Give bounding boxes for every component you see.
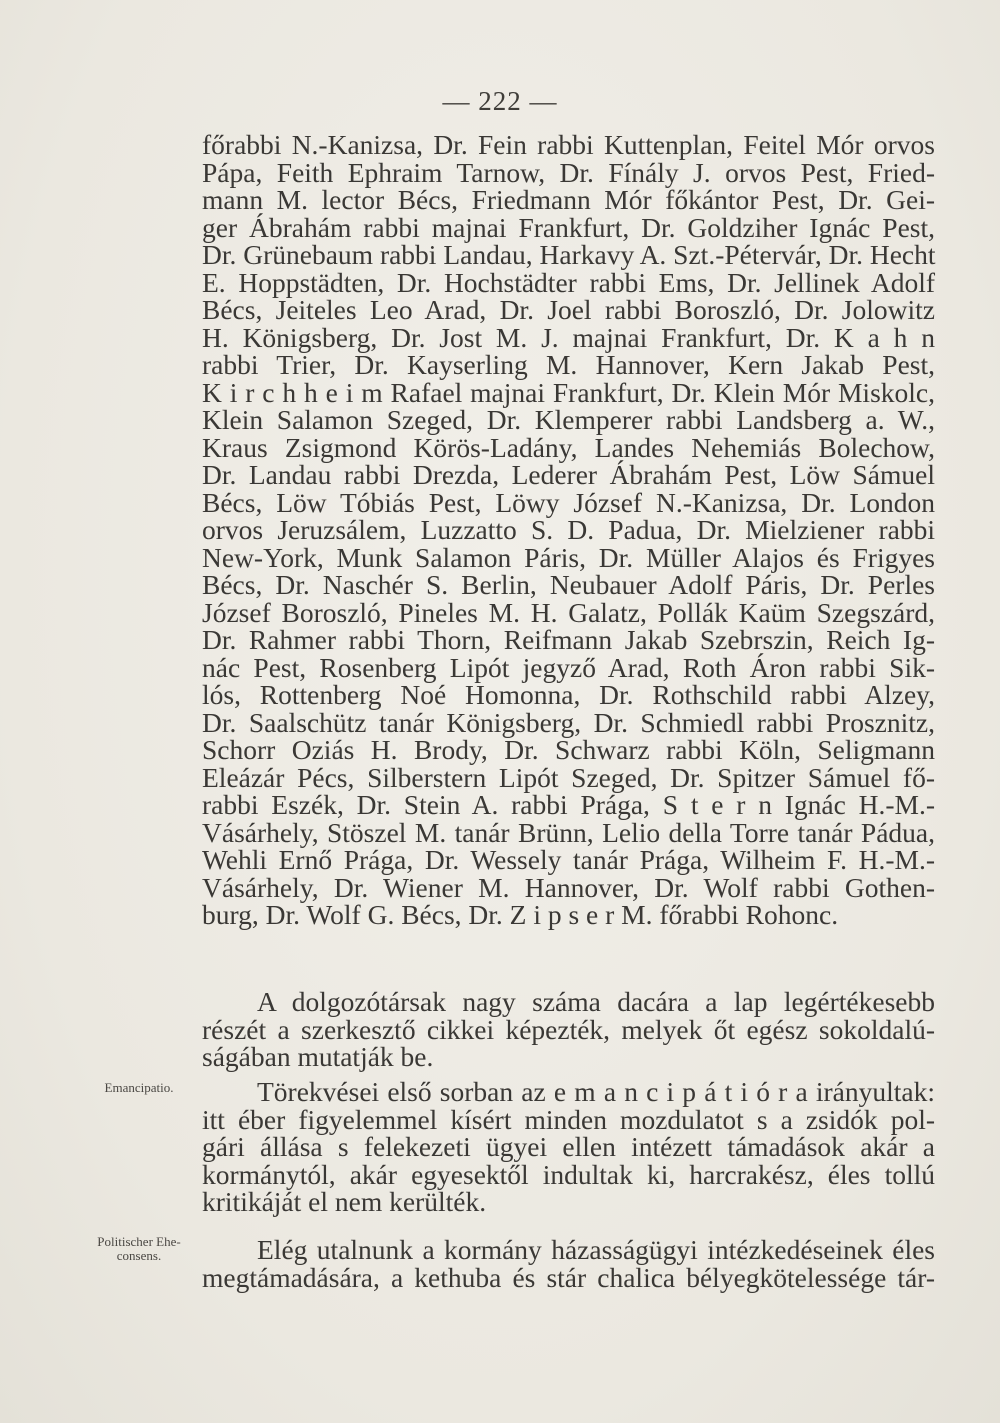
text-line: burg, Dr. Wolf G. Bécs, Dr. Z i p s e r M. főrabbi Rohonc.: [202, 899, 839, 930]
text-line: kritikáját el nem kerülték.: [202, 1186, 487, 1217]
text-line: Schorr Oziás H. Brody, Dr. Schwarz rabbi Köln, Seligmann: [202, 734, 935, 765]
text-line: rabbi Trier, Dr. Kayserling M. Hannover, Kern Jakab Pest,: [202, 349, 935, 380]
margin-note-emancipatio: Emancipatio.: [104, 1080, 174, 1095]
text-line: Elég utalnunk a kormány házasságügyi intézkedéseinek éles: [257, 1234, 935, 1265]
text-line: H. Königsberg, Dr. Jost M. J. majnai Frankfurt, Dr. K a h n: [202, 321, 935, 353]
text-line: Dr. Landau rabbi Drezda, Lederer Ábrahám Pest, Löw Sámuel: [202, 459, 935, 490]
text-line: rabbi Eszék, Dr. Stein A. rabbi Prága, S t e r n Ignác H.-M.-: [202, 789, 935, 820]
margin-note-politischer-ehe-consens: [80, 1235, 198, 1263]
text-line: Törekvései első sorban az e m a n c i p á t i ó r a irányultak:: [257, 1076, 935, 1107]
marriage-consent-paragraph: [202, 1236, 935, 1291]
text-line: Bécs, Dr. Naschér S. Berlin, Neubauer Adolf Páris, Dr. Perles: [202, 569, 935, 600]
text-line: Vásárhely, Stöszel M. tanár Brünn, Lelio della Torre tanár Pádua,: [202, 816, 935, 848]
text-line: A dolgozótársak nagy száma dacára a lap legértékesebb: [257, 986, 935, 1017]
text-line: főrabbi N.-Kanizsa, Dr. Fein rabbi Kuttenplan, Feitel Mór orvos: [202, 129, 935, 160]
text-line: Bécs, Löw Tóbiás Pest, Löwy József N.-Kanizsa, Dr. London: [202, 486, 935, 518]
text-line: orvos Jeruzsálem, Luzzatto S. D. Padua, Dr. Mielziener rabbi: [202, 514, 935, 545]
text-line: Bécs, Jeiteles Leo Arad, Dr. Joel rabbi Boroszló, Dr. Jolowitz: [202, 294, 935, 325]
text-line: lós, Rottenberg Noé Homonna, Dr. Rothschild rabbi Alzey,: [202, 679, 935, 710]
text-line: Kraus Zsigmond Körös-Ladány, Landes Nehemiás Bolechow,: [202, 431, 935, 463]
text-line: megtámadására, a kethuba és stár chalica bélyegkötelessége tár-: [202, 1261, 935, 1293]
margin-note-line: Politischer Ehe-: [97, 1234, 181, 1249]
text-line: gári állása s felekezeti ügyei ellen intézett támadások akár a: [202, 1131, 935, 1162]
editor-articles-paragraph: [202, 988, 935, 1071]
text-line: kormánytól, akár egyesektől indultak ki, harcrakész, éles tollú: [202, 1158, 935, 1190]
text-line: Dr. Grünebaum rabbi Landau, Harkavy A. Szt.-Pétervár, Dr. Hecht: [202, 239, 936, 270]
text-line: New-York, Munk Salamon Páris, Dr. Müller Alajos és Frigyes: [202, 541, 935, 573]
page-number: — 222 —: [442, 86, 558, 116]
text-line: Wehli Ernő Prága, Dr. Wessely tanár Prága, Wilheim F. H.-M.-: [202, 844, 935, 875]
text-line: E. Hoppstädten, Dr. Hochstädter rabbi Ems, Dr. Jellinek Adolf: [202, 266, 935, 298]
text-line: Vásárhely, Dr. Wiener M. Hannover, Dr. Wolf rabbi Gothen-: [202, 871, 935, 903]
text-line: Pápa, Feith Ephraim Tarnow, Dr. Fínály J. orvos Pest, Fried-: [202, 156, 935, 188]
text-line: Dr. Rahmer rabbi Thorn, Reifmann Jakab Szebrszin, Reich Ig-: [202, 624, 935, 655]
text-line: Klein Salamon Szeged, Dr. Klemperer rabbi Landsberg a. W.,: [202, 404, 935, 435]
text-line: Dr. Saalschütz tanár Königsberg, Dr. Schmiedl rabbi Prosznitz,: [202, 706, 935, 738]
text-line: Eleázár Pécs, Silberstern Lipót Szeged, Dr. Spitzer Sámuel fő-: [202, 761, 935, 793]
text-line: részét a szerkesztő cikkei képezték, melyek őt egész sokoldalú-: [202, 1013, 935, 1045]
text-line: ger Ábrahám rabbi majnai Frankfurt, Dr. Goldziher Ignác Pest,: [202, 211, 935, 243]
text-line: ságában mutatják be.: [202, 1041, 434, 1072]
text-line: József Boroszló, Pineles M. H. Galatz, Pollák Kaüm Szegszárd,: [202, 596, 935, 628]
margin-note-line: consens.: [116, 1248, 162, 1263]
text-line: itt éber figyelemmel kísért minden mozdulatot s a zsidók pol-: [202, 1103, 935, 1135]
emancipation-paragraph: [202, 1078, 935, 1216]
contributors-paragraph: [202, 131, 935, 929]
text-line: mann M. lector Bécs, Friedmann Mór főkántor Pest, Dr. Gei-: [202, 184, 935, 215]
text-line: nác Pest, Rosenberg Lipót jegyző Arad, Roth Áron rabbi Sik-: [202, 651, 935, 683]
text-line: K i r c h h e i m Rafael majnai Frankfurt, Dr. Klein Mór Miskolc,: [202, 376, 935, 408]
